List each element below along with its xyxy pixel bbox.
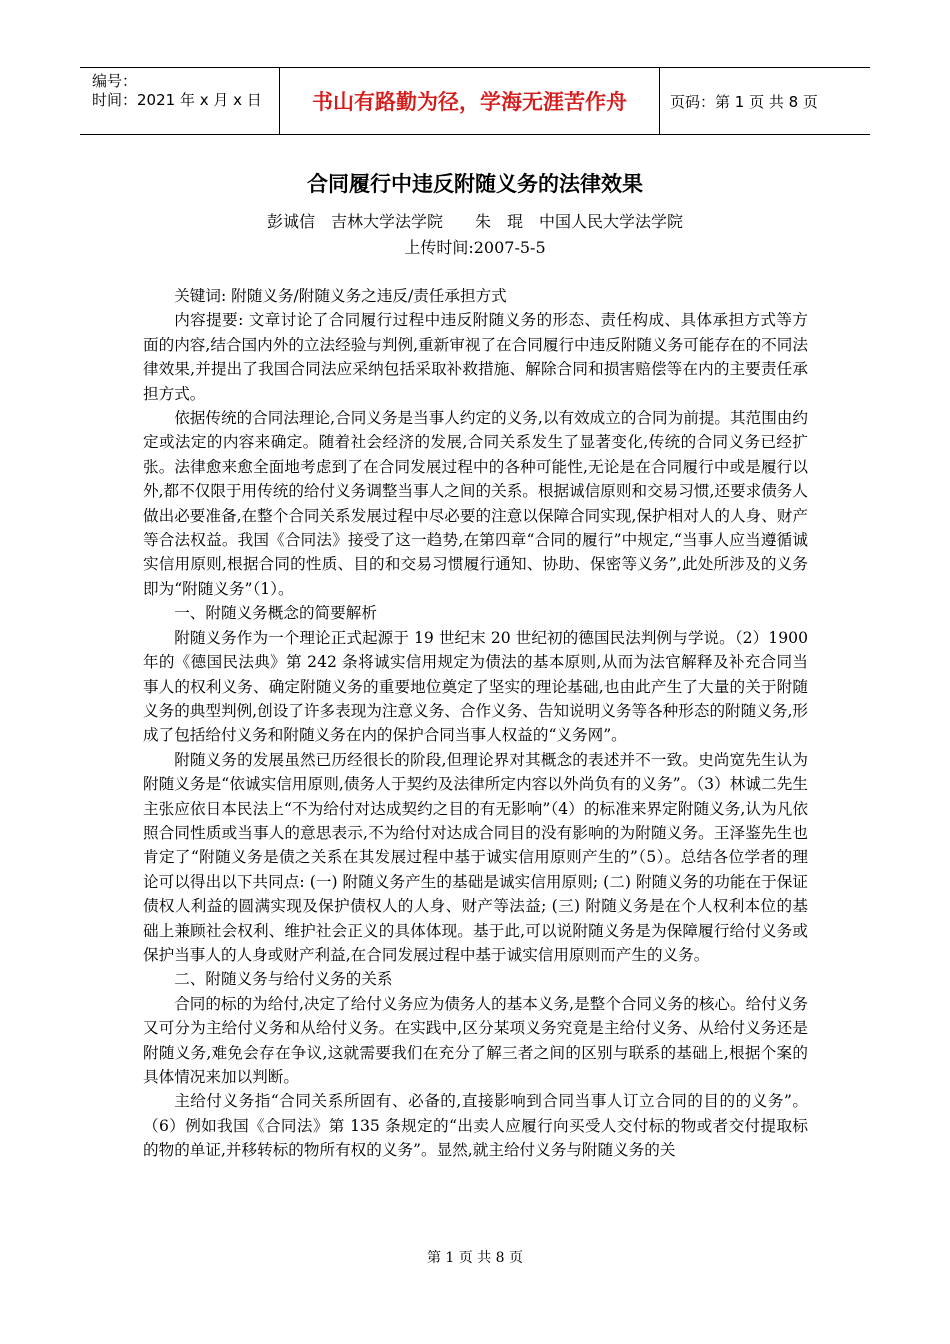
document-number-label: 编号： [92,72,138,90]
article-title: 合同履行中违反附随义务的法律效果 [307,172,643,196]
header-page-label: 页码：第 1 页 共 8 页 [670,92,818,111]
upload-time: 上传时间:2007-5-5 [404,238,546,257]
article-body [143,284,808,1163]
page-footer: 第 1 页 共 8 页 [426,1250,524,1266]
header-meta-cell [80,68,280,134]
header-motto: 书山有路勤为径，学海无涯苦作舟 [312,90,627,114]
keywords-paragraph: 关键词: 附随义务/附随义务之违反/责任承担方式 [174,287,507,305]
header-table [80,67,870,135]
body-paragraph: 合同的标的为给付,决定了给付义务应为债务人的基本义务,是整个合同义务的核心。给付义务又可分为主给付义务和从给付义务。在实践中,区分某项义务究竟是主给付义务、从给付义务还是附随义务,难免会存在争议,这就需要我们在充分了解三者之间的区别与联系的基础上,根据个案的具体情况来加以判断。 [143,994,808,1086]
section-heading: 一、附随义务概念的简要解析 [174,604,377,623]
body-paragraph: 依据传统的合同法理论,合同义务是当事人约定的义务,以有效成立的合同为前提。其范围由约定或法定的内容来确定。随着社会经济的发展,合同关系发生了显著变化,传统的合同义务已经扩张。法律愈来愈全面地考虑到了在合同发展过程中的各种可能性,无论是在合同履行中或是履行以外,都不仅限于用传统的给付义务调整当事人之间的关系。根据诚信原则和交易习惯,还要求债务人做出必要准备,在整个合同关系发展过程中尽必要的注意以保障合同实现,保护相对人的人身、财产等合法权益。我国《合同法》接受了这一趋势,在第四章“合同的履行”中规定,“当事人应当遵循诚实信用原则,根据合同的性质、目的和交易习惯履行通知、协助、保密等义务”,此处所涉及的义务即为“附随义务”（1）。 [143,409,808,598]
document-time-label: 时间：2021 年 x 月 x 日 [92,91,262,109]
abstract-paragraph: 内容提要: 文章讨论了合同履行过程中违反附随义务的形态、责任构成、具体承担方式等方面的内容,结合国内外的立法经验与判例,重新审视了在合同履行中违反附随义务可能存在的不同法律效果,并提出了我国合同法应采纳包括采取补救措施、解除合同和损害赔偿等在内的主要责任承担方式。 [143,311,808,403]
article-authors: 彭诚信 吉林大学法学院 朱 琨 中国人民大学法学院 [266,212,683,231]
body-paragraph: 主给付义务指“合同关系所固有、必备的,直接影响到合同当事人订立合同的目的的义务”。（6）例如我国《合同法》第 135 条规定的“出卖人应履行向买受人交付标的物或者交付提取标的物的单证,并移转标的物所有权的义务”。显然,就主给付义务与附随义务的关 [143,1092,808,1160]
section-heading: 二、附随义务与给付义务的关系 [174,970,393,989]
body-paragraph: 附随义务作为一个理论正式起源于 19 世纪末 20 世纪初的德国民法判例与学说。（2）1900 年的《德国民法典》第 242 条将诚实信用规定为债法的基本原则,从而为法官解释及补充合同当事人的权利义务、确定附随义务的重要地位奠定了坚实的理论基础,也由此产生了大量的关于附随义务的典型判例,创设了许多表现为注意义务、合作义务、告知说明义务等各种形态的附随义务,形成了包括给付义务和附随义务在内的保护合同当事人权益的“义务网”。 [143,628,808,745]
header-page-cell [660,68,870,134]
header-motto-cell [280,68,660,134]
body-paragraph: 附随义务的发展虽然已历经很长的阶段,但理论界对其概念的表述并不一致。史尚宽先生认为附随义务是“依诚实信用原则,债务人于契约及法律所定内容以外尚负有的义务”。（3）林诚二先生主张应依日本民法上“不为给付对达成契约之目的有无影响”（4）的标准来界定附随义务,认为凡依照合同性质或当事人的意思表示,不为给付对达成合同目的没有影响的为附随义务。王泽鉴先生也肯定了“附随义务是债之关系在其发展过程中基于诚实信用原则产生的”（5）。总结各位学者的理论可以得出以下共同点: (一) 附随义务产生的基础是诚实信用原则; (二) 附随义务的功能在于保证债权人利益的圆满实现及保护债权人的人身、财产等法益; (三) 附随义务是在个人权利本位的基础上兼顾社会权利、维护社会正义的具体体现。基于此,可以说附随义务是为保障履行给付义务或保护当事人的人身或财产利益,在合同发展过程中基于诚实信用原则而产生的义务。 [143,750,808,964]
